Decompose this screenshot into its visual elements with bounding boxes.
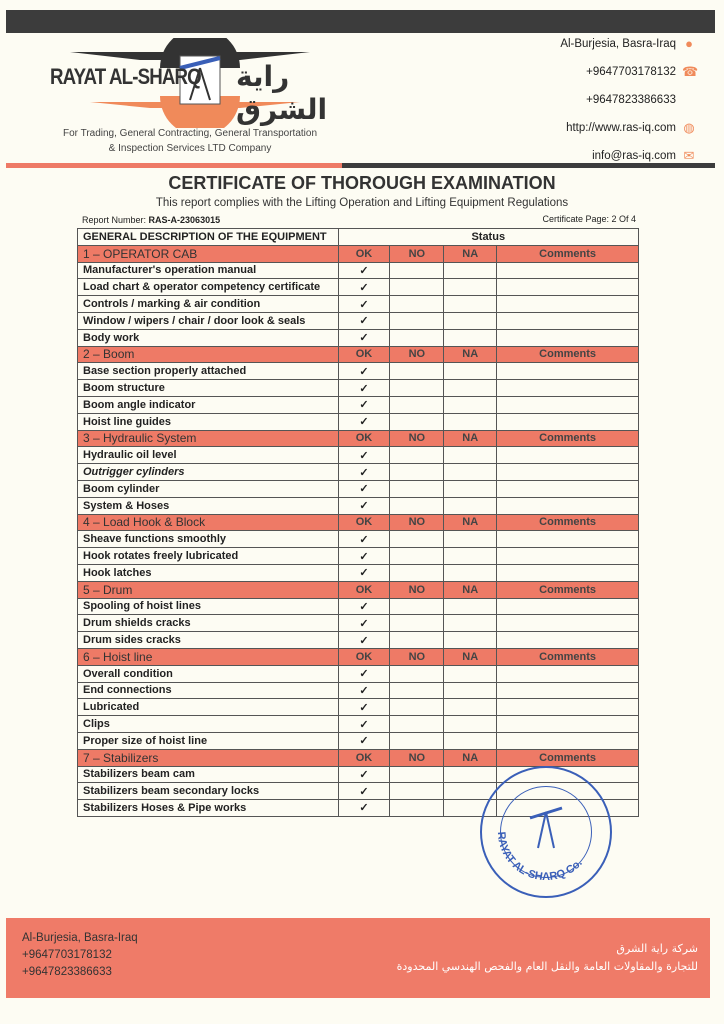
no-cell — [390, 615, 444, 632]
section-header-row — [78, 245, 639, 262]
footer-arabic-name: شركة راية الشرق — [616, 942, 698, 955]
footer-phone-2: +9647823386633 — [22, 966, 112, 978]
no-cell — [390, 716, 444, 733]
address: Al-Burjesia, Basra-Iraq — [560, 38, 676, 50]
comments-cell — [497, 396, 639, 413]
na-cell — [444, 632, 497, 649]
report-number-value: RAS-A-23063015 — [148, 215, 221, 225]
ok-cell: ✓ — [338, 413, 390, 430]
no-cell — [390, 800, 444, 817]
column-header-na: NA — [444, 245, 497, 262]
na-cell — [444, 447, 497, 464]
item-description: Hook rotates freely lubricated — [78, 548, 339, 565]
item-description: Drum sides cracks — [78, 632, 339, 649]
column-header-comments: Comments — [497, 648, 639, 665]
comments-cell — [497, 262, 639, 279]
section-title: 5 – Drum — [78, 581, 339, 598]
item-description: Overall condition — [78, 665, 339, 682]
page-title: CERTIFICATE OF THOROUGH EXAMINATION — [168, 173, 556, 193]
comments-cell — [497, 548, 639, 565]
ok-cell: ✓ — [338, 564, 390, 581]
item-description: Body work — [78, 329, 339, 346]
footer-address: Al-Burjesia, Basra-Iraq — [22, 932, 138, 944]
ok-cell: ✓ — [338, 262, 390, 279]
brand-name-en: RAYAT AL-SHARQ — [50, 64, 201, 89]
no-cell — [390, 665, 444, 682]
na-cell — [444, 296, 497, 313]
no-cell — [390, 447, 444, 464]
na-cell — [444, 682, 497, 699]
ok-cell: ✓ — [338, 329, 390, 346]
na-cell — [444, 732, 497, 749]
comments-cell — [497, 665, 639, 682]
item-description: Stabilizers beam secondary locks — [78, 783, 339, 800]
separator-orange — [6, 163, 342, 168]
column-header-no: NO — [390, 346, 444, 363]
table-row — [78, 632, 639, 649]
item-description: End connections — [78, 682, 339, 699]
table-row — [78, 564, 639, 581]
certificate-page: Certificate Page: 2 Of 4 — [542, 214, 636, 224]
no-cell — [390, 699, 444, 716]
ok-cell: ✓ — [338, 665, 390, 682]
ok-cell: ✓ — [338, 464, 390, 481]
ok-cell: ✓ — [338, 732, 390, 749]
comments-cell — [497, 312, 639, 329]
tagline-line-1: For Trading, General Contracting, General Transportation — [62, 128, 318, 139]
no-cell — [390, 413, 444, 430]
na-cell — [444, 464, 497, 481]
table-row — [78, 464, 639, 481]
contact-info — [560, 30, 699, 170]
envelope-icon: ✉ — [683, 148, 695, 163]
footer — [6, 918, 710, 998]
report-number-label: Report Number: — [82, 215, 147, 225]
item-description: Sheave functions smoothly — [78, 531, 339, 548]
column-header-no: NO — [390, 648, 444, 665]
column-header-na: NA — [444, 581, 497, 598]
ok-cell: ✓ — [338, 497, 390, 514]
na-cell — [444, 564, 497, 581]
comments-cell — [497, 615, 639, 632]
table-row — [78, 665, 639, 682]
column-header-no: NO — [390, 430, 444, 447]
ok-cell: ✓ — [338, 279, 390, 296]
comments-cell — [497, 716, 639, 733]
column-header-comments: Comments — [497, 514, 639, 531]
table-row — [78, 279, 639, 296]
ok-cell: ✓ — [338, 632, 390, 649]
separator-dark — [342, 163, 715, 168]
footer-arabic-description: للتجارة والمقاولات العامة والنقل العام والفحص الهندسي المحدودة — [396, 960, 698, 973]
na-cell — [444, 262, 497, 279]
ok-cell: ✓ — [338, 682, 390, 699]
na-cell — [444, 363, 497, 380]
no-cell — [390, 682, 444, 699]
table-row — [78, 296, 639, 313]
company-logo — [40, 38, 350, 128]
item-description: Clips — [78, 716, 339, 733]
item-description: Proper size of hoist line — [78, 732, 339, 749]
ok-cell: ✓ — [338, 716, 390, 733]
phone-icon: ☎ — [682, 64, 699, 79]
no-cell — [390, 312, 444, 329]
table-row — [78, 396, 639, 413]
table-row — [78, 682, 639, 699]
table-header-row — [78, 229, 639, 246]
no-cell — [390, 363, 444, 380]
section-header-row — [78, 581, 639, 598]
item-description: Base section properly attached — [78, 363, 339, 380]
comments-cell — [497, 699, 639, 716]
item-description: Window / wipers / chair / door look & seals — [78, 312, 339, 329]
ok-cell: ✓ — [338, 480, 390, 497]
na-cell — [444, 480, 497, 497]
na-cell — [444, 396, 497, 413]
table-row — [78, 716, 639, 733]
column-header-no: NO — [390, 749, 444, 766]
comments-cell — [497, 632, 639, 649]
na-cell — [444, 548, 497, 565]
item-description: Hoist line guides — [78, 413, 339, 430]
globe-icon: ◍ — [683, 120, 695, 135]
no-cell — [390, 531, 444, 548]
column-header-comments: Comments — [497, 430, 639, 447]
column-header-comments: Comments — [497, 749, 639, 766]
table-row — [78, 413, 639, 430]
section-title: 6 – Hoist line — [78, 648, 339, 665]
column-header-no: NO — [390, 514, 444, 531]
no-cell — [390, 396, 444, 413]
na-cell — [444, 716, 497, 733]
no-cell — [390, 632, 444, 649]
ok-cell: ✓ — [338, 531, 390, 548]
no-cell — [390, 598, 444, 615]
comments-cell — [497, 363, 639, 380]
email-link[interactable]: info@ras-iq.com — [592, 150, 676, 162]
stamp-text: RAYAT AL-SHARQ Co. — [494, 831, 585, 884]
table-row — [78, 531, 639, 548]
column-header-na: NA — [444, 346, 497, 363]
comments-cell — [497, 564, 639, 581]
ok-cell: ✓ — [338, 396, 390, 413]
ok-cell: ✓ — [338, 312, 390, 329]
column-header-na: NA — [444, 749, 497, 766]
comments-cell — [497, 682, 639, 699]
na-cell — [444, 413, 497, 430]
desc-header: GENERAL DESCRIPTION OF THE EQUIPMENT — [78, 229, 339, 246]
no-cell — [390, 732, 444, 749]
ok-cell: ✓ — [338, 800, 390, 817]
section-title: 2 – Boom — [78, 346, 339, 363]
company-stamp — [480, 766, 612, 898]
column-header-na: NA — [444, 430, 497, 447]
column-header-ok: OK — [338, 346, 390, 363]
ok-cell: ✓ — [338, 363, 390, 380]
phone-1: +9647703178132 — [586, 66, 676, 78]
na-cell — [444, 598, 497, 615]
section-title: 7 – Stabilizers — [78, 749, 339, 766]
comments-cell — [497, 413, 639, 430]
no-cell — [390, 548, 444, 565]
na-cell — [444, 531, 497, 548]
na-cell — [444, 699, 497, 716]
comments-cell — [497, 296, 639, 313]
section-header-row — [78, 514, 639, 531]
section-header-row — [78, 648, 639, 665]
na-cell — [444, 615, 497, 632]
item-description: Boom structure — [78, 380, 339, 397]
table-row — [78, 699, 639, 716]
item-description: Boom cylinder — [78, 480, 339, 497]
table-row — [78, 598, 639, 615]
section-header-row — [78, 346, 639, 363]
comments-cell — [497, 598, 639, 615]
item-description: Spooling of hoist lines — [78, 598, 339, 615]
comments-cell — [497, 531, 639, 548]
table-row — [78, 380, 639, 397]
column-header-ok: OK — [338, 648, 390, 665]
section-title: 3 – Hydraulic System — [78, 430, 339, 447]
comments-cell — [497, 380, 639, 397]
comments-cell — [497, 732, 639, 749]
no-cell — [390, 329, 444, 346]
inspection-table — [77, 228, 639, 817]
no-cell — [390, 564, 444, 581]
ok-cell: ✓ — [338, 766, 390, 783]
item-description: Manufacturer's operation manual — [78, 262, 339, 279]
table-row — [78, 363, 639, 380]
column-header-ok: OK — [338, 245, 390, 262]
item-description: Hook latches — [78, 564, 339, 581]
item-description: Outrigger cylinders — [78, 464, 339, 481]
item-description: Boom angle indicator — [78, 396, 339, 413]
table-row — [78, 262, 639, 279]
section-title: 4 – Load Hook & Block — [78, 514, 339, 531]
item-description: Controls / marking & air condition — [78, 296, 339, 313]
footer-phone-1: +9647703178132 — [22, 949, 112, 961]
table-row — [78, 615, 639, 632]
item-description: Load chart & operator competency certificate — [78, 279, 339, 296]
no-cell — [390, 480, 444, 497]
report-number — [82, 215, 220, 225]
no-cell — [390, 279, 444, 296]
no-cell — [390, 464, 444, 481]
no-cell — [390, 380, 444, 397]
page-subtitle: This report complies with the Lifting Operation and Lifting Equipment Regulations — [155, 197, 569, 209]
column-header-comments: Comments — [497, 581, 639, 598]
na-cell — [444, 497, 497, 514]
section-header-row — [78, 430, 639, 447]
section-header-row — [78, 749, 639, 766]
comments-cell — [497, 329, 639, 346]
no-cell — [390, 783, 444, 800]
table-row — [78, 312, 639, 329]
na-cell — [444, 329, 497, 346]
website-link[interactable]: http://www.ras-iq.com — [566, 122, 676, 134]
tagline-line-2: & Inspection Services LTD Company — [108, 143, 272, 154]
brand-name-ar: راية الشرق — [236, 60, 328, 126]
ok-cell: ✓ — [338, 598, 390, 615]
no-cell — [390, 262, 444, 279]
item-description: Stabilizers beam cam — [78, 766, 339, 783]
comments-cell — [497, 279, 639, 296]
na-cell — [444, 279, 497, 296]
comments-cell — [497, 447, 639, 464]
ok-cell: ✓ — [338, 447, 390, 464]
column-header-ok: OK — [338, 749, 390, 766]
phone-2: +9647823386633 — [586, 94, 676, 106]
status-header: Status — [338, 229, 638, 246]
item-description: Hydraulic oil level — [78, 447, 339, 464]
comments-cell — [497, 497, 639, 514]
no-cell — [390, 296, 444, 313]
column-header-no: NO — [390, 581, 444, 598]
ok-cell: ✓ — [338, 380, 390, 397]
location-pin-icon: ● — [685, 36, 693, 51]
ok-cell: ✓ — [338, 296, 390, 313]
ok-cell: ✓ — [338, 699, 390, 716]
column-header-ok: OK — [338, 581, 390, 598]
comments-cell — [497, 464, 639, 481]
column-header-na: NA — [444, 648, 497, 665]
table-row — [78, 447, 639, 464]
comments-cell — [497, 480, 639, 497]
column-header-comments: Comments — [497, 346, 639, 363]
ok-cell: ✓ — [338, 783, 390, 800]
column-header-no: NO — [390, 245, 444, 262]
na-cell — [444, 665, 497, 682]
na-cell — [444, 312, 497, 329]
ok-cell: ✓ — [338, 548, 390, 565]
section-title: 1 – OPERATOR CAB — [78, 245, 339, 262]
ok-cell: ✓ — [338, 615, 390, 632]
item-description: Drum shields cracks — [78, 615, 339, 632]
table-row — [78, 548, 639, 565]
table-row — [78, 732, 639, 749]
table-row — [78, 480, 639, 497]
column-header-na: NA — [444, 514, 497, 531]
no-cell — [390, 766, 444, 783]
column-header-ok: OK — [338, 430, 390, 447]
table-row — [78, 329, 639, 346]
table-row — [78, 497, 639, 514]
item-description: Stabilizers Hoses & Pipe works — [78, 800, 339, 817]
column-header-comments: Comments — [497, 245, 639, 262]
item-description: System & Hoses — [78, 497, 339, 514]
tagline — [40, 126, 340, 156]
item-description: Lubricated — [78, 699, 339, 716]
column-header-ok: OK — [338, 514, 390, 531]
na-cell — [444, 380, 497, 397]
no-cell — [390, 497, 444, 514]
